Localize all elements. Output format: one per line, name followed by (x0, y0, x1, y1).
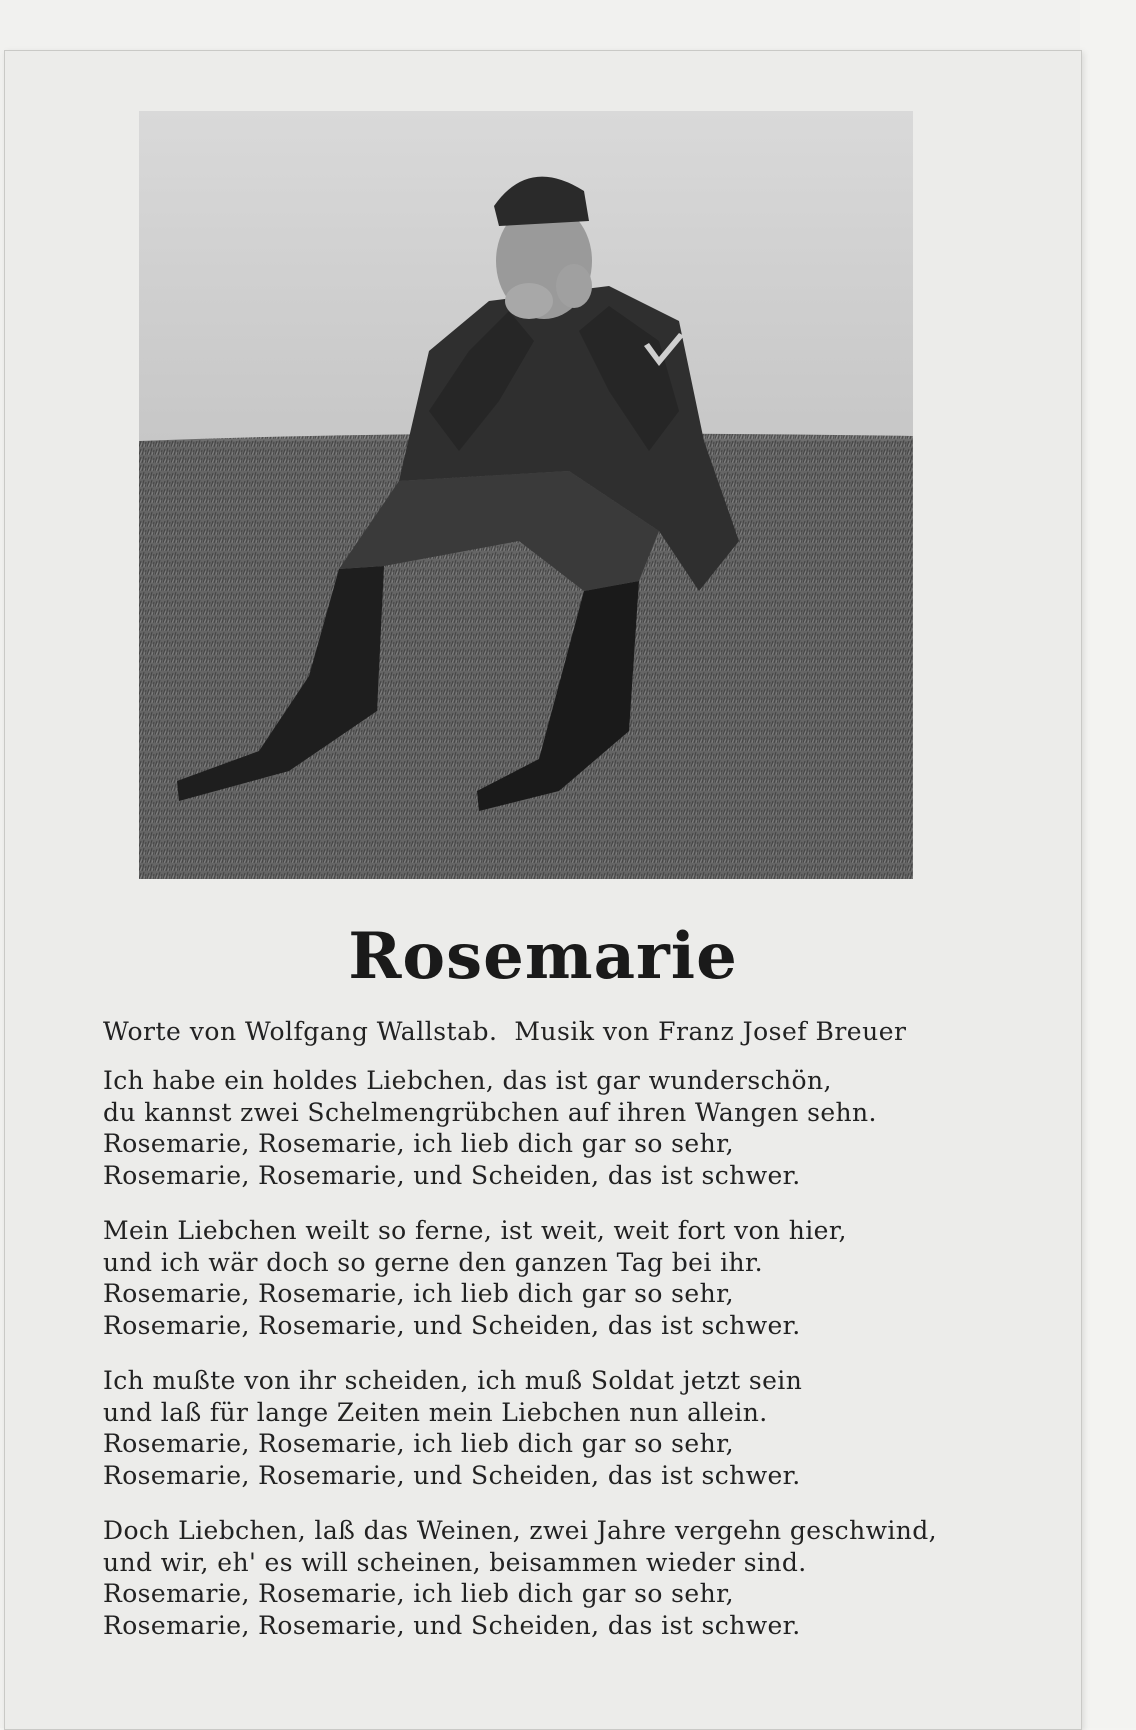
verse-line: Rosemarie, Rosemarie, und Scheiden, das ist schwer. (103, 1610, 801, 1640)
verse-line: und laß für lange Zeiten mein Liebchen nun allein. (103, 1397, 768, 1427)
verse-line: Rosemarie, Rosemarie, ich lieb dich gar so sehr, (103, 1279, 735, 1308)
soldier-photo (139, 111, 913, 879)
postcard (4, 50, 1082, 1730)
verse-line: Rosemarie, Rosemarie, ich lieb dich gar so sehr, (103, 1129, 735, 1158)
verse-line: Doch Liebchen, laß das Weinen, zwei Jahre vergehn geschwind, (103, 1516, 938, 1545)
verse-line: du kannst zwei Schelmengrübchen auf ihren Wangen sehn. (103, 1097, 877, 1127)
verse-line: Mein Liebchen weilt so ferne, ist weit, weit fort von hier, (103, 1216, 847, 1245)
verse-line: Rosemarie, Rosemarie, ich lieb dich gar so sehr, (103, 1579, 735, 1608)
verse-2 (103, 1215, 1043, 1341)
verse-4 (103, 1515, 1043, 1641)
scan-margin (1080, 0, 1136, 1728)
song-title: Rosemarie (348, 919, 738, 994)
verse-line: Rosemarie, Rosemarie, und Scheiden, das ist schwer. (103, 1460, 801, 1490)
verse-line: Rosemarie, Rosemarie, und Scheiden, das ist schwer. (103, 1160, 801, 1190)
song-credits: Worte von Wolfgang Wallstab. Musik von Franz Josef Breuer (103, 1017, 907, 1046)
verse-line: Ich habe ein holdes Liebchen, das ist gar wunderschön, (103, 1066, 832, 1095)
verse-line: Rosemarie, Rosemarie, und Scheiden, das ist schwer. (103, 1310, 801, 1340)
verse-line: Rosemarie, Rosemarie, ich lieb dich gar so sehr, (103, 1429, 735, 1458)
verse-line: Ich mußte von ihr scheiden, ich muß Soldat jetzt sein (103, 1366, 803, 1395)
verse-1 (103, 1065, 1043, 1191)
verse-line: und ich wär doch so gerne den ganzen Tag bei ihr. (103, 1247, 763, 1277)
verse-3 (103, 1365, 1043, 1491)
verse-line: und wir, eh' es will scheinen, beisammen wieder sind. (103, 1547, 807, 1577)
